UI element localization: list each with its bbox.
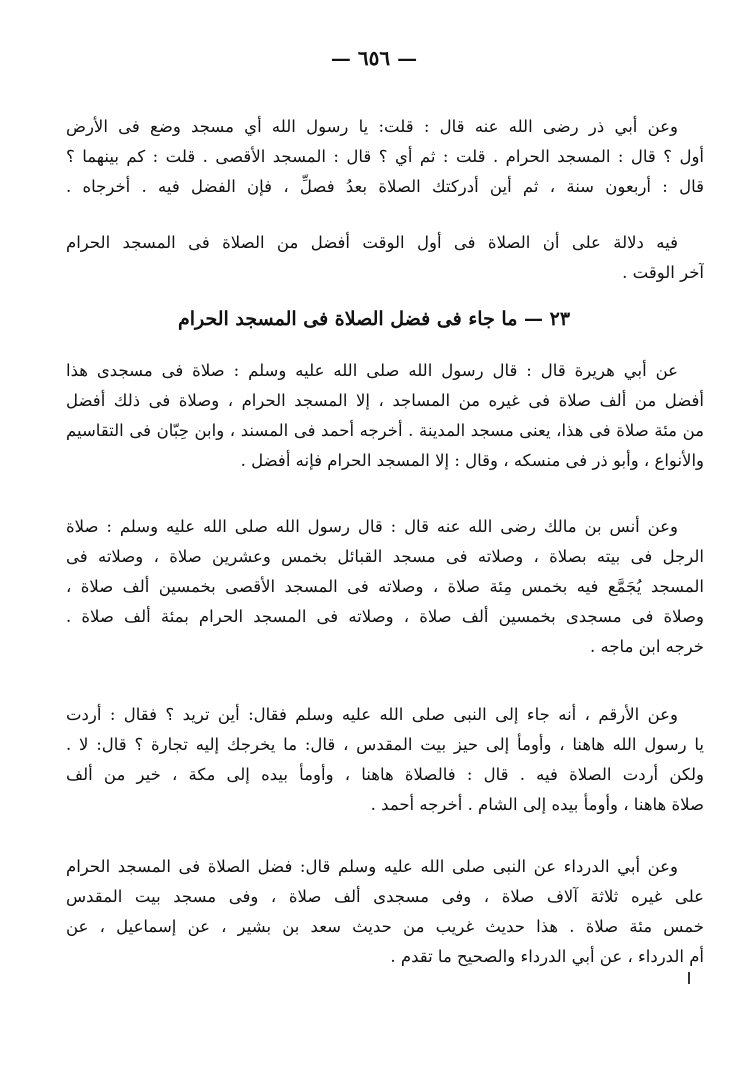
text-line: أفضل من ألف صلاة فى غيره من المساجد ، إلا المسجد الحرام ، وصلاة فى ذلك أفضل (66, 391, 704, 410)
paragraph-abu-hurayra (66, 356, 704, 476)
text-line: عن أبي هريرة قال : قال رسول الله صلى الله عليه وسلم : صلاة فى مسجدى هذا (66, 361, 678, 380)
text-line: وعن أنس بن مالك رضى الله عنه قال : قال رسول الله صلى الله عليه وسلم : صلاة (66, 517, 678, 536)
paragraph-commentary (66, 228, 704, 288)
text-line: وعن الأرقم ، أنه جاء إلى النبى صلى الله عليه وسلم فقال: أين تريد ؟ فقال : أردت (66, 705, 678, 724)
text-line: فيه دلالة على أن الصلاة فى أول الوقت أفضل من الصلاة فى المسجد الحرام (66, 233, 678, 252)
text-line: أول ؟ قال : المسجد الحرام . قلت : ثم أي ؟ قال : المسجد الأقصى . قلت : كم بينهما ؟ (66, 147, 704, 166)
text-line: الرجل فى بيته بصلاة ، وصلاته فى مسجد القبائل بخمس وعشرين صلاة ، وصلاته فى (66, 547, 704, 566)
text-line: المسجد يُجَمَّع فيه بخمس مِئة صلاة ، وصلاته فى المسجد الأقصى بخمسين ألف صلاة ، (66, 577, 704, 596)
section-heading: ٢٣ — ما جاء فى فضل الصلاة فى المسجد الحرام (177, 308, 571, 330)
text-line: وعن أبي الدرداء عن النبى صلى الله عليه وسلم قال: فضل الصلاة فى المسجد الحرام (66, 857, 678, 876)
text-line: أم الدرداء ، عن أبي الدرداء والصحيح ما تقدم . (390, 947, 704, 966)
text-line: على غيره ثلاثة آلاف صلاة ، وفى مسجدى ألف صلاة ، وفى مسجد بيت المقدس (66, 887, 704, 906)
text-line: صلاة هاهنا ، وأومأ بيده إلى الشام . أخرجه أحمد . (370, 795, 704, 814)
text-line: قال : أربعون سنة ، ثم أين أدركتك الصلاة بعدُ فصلِّ ، فإن الفضل فيه . أخرجاه . (66, 177, 704, 196)
text-line: والأنواع ، وأبو ذر فى منسكه ، وقال : إلا المسجد الحرام فإنه أفضل . (240, 451, 704, 470)
margin-mark (688, 972, 694, 984)
paragraph-abu-dharr (66, 112, 704, 202)
text-line: آخر الوقت . (622, 263, 704, 282)
text-line: وصلاة فى مسجدى بخمسين ألف صلاة ، وصلاته فى المسجد الحرام بمئة ألف صلاة . (66, 607, 704, 626)
text-line: من مئة صلاة فى هذا، يعنى مسجد المدينة . أخرجه أحمد فى المسند ، وابن حِبّان فى التقاسيم (66, 421, 704, 440)
text-line: وعن أبي ذر رضى الله عنه قال : قلت: يا رسول الله أي مسجد وضع فى الأرض (66, 117, 678, 136)
text-line: خرجه ابن ماجه . (590, 637, 704, 656)
text-line: يا رسول الله هاهنا ، وأومأ إلى حيز بيت المقدس ، قال: ما يخرجك إليه تجارة ؟ قال: لا . (66, 735, 704, 754)
text-line: ولكن أردت الصلاة فيه . قال : فالصلاة هاهنا ، وأومأ بيده إلى مكة ، خير من ألف (66, 765, 704, 784)
paragraph-al-arqam (66, 700, 704, 820)
paragraph-anas (66, 512, 704, 662)
text-line: خمس مئة صلاة . هذا حديث غريب من حديث سعد بن بشير ، عن إسماعيل ، عن (66, 917, 704, 936)
page-number: — ٦٥٦ — (330, 46, 418, 70)
paragraph-abu-darda (66, 852, 704, 972)
